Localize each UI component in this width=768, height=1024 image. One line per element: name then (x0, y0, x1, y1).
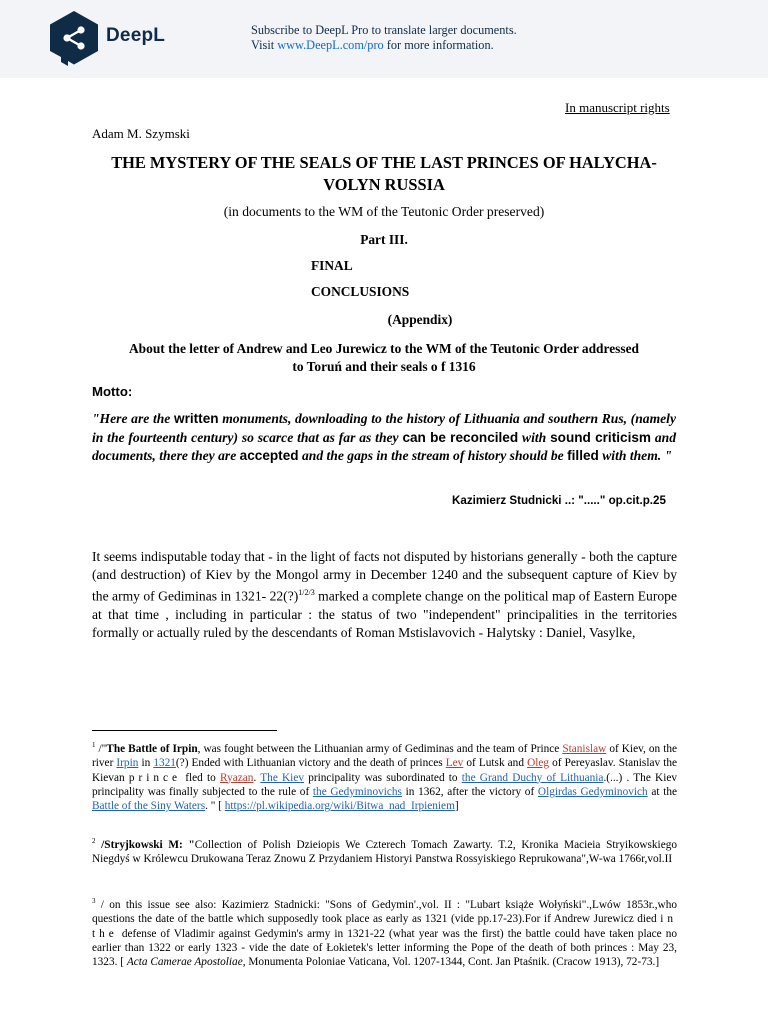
link-wikipedia-url[interactable]: https://pl.wikipedia.org/wiki/Bitwa_nad_Irpieniem (224, 800, 455, 813)
link-grand-duchy[interactable]: the Grand Duchy of Lithuania (461, 771, 604, 784)
body-text-part: It seems indisputable today that - in the light of facts not disputed by historians generally - both the capture (and destruction) of Kiev by the Mongol army in December 1240 and the subsequent capture of Kiev by the army of Gediminas in 1321- 22(?) (92, 549, 677, 604)
link-olgirdas[interactable]: Olgirdas Gedyminovich (537, 785, 648, 798)
quote-attribution: Kazimierz Studnicki ..: "....." op.cit.p.25 (452, 494, 666, 507)
deepl-banner (0, 0, 768, 78)
link-lev[interactable]: Lev (445, 757, 464, 770)
quote-text: with (518, 429, 551, 445)
link-irpin[interactable]: Irpin (116, 757, 139, 770)
body-paragraph (92, 548, 677, 642)
footnote-text: fled to (181, 771, 221, 784)
footnote-divider (92, 730, 277, 731)
link-kiev[interactable]: The Kiev (260, 771, 304, 784)
author-name: Adam M. Szymski (92, 126, 190, 141)
footnote-bold-text: The Battle of Irpin (106, 742, 198, 755)
footnote-text: prince (128, 771, 182, 784)
footnote-number: 1 (92, 741, 96, 749)
footnote-text: (?) Ended with Lithuanian victory and the death of princes (175, 757, 446, 770)
footnote-text: in (138, 757, 154, 770)
footnote-text: / on this issue see also: Kazimierz Stadnicki: "Sons of Gedymin'.,vol. II : "Lubart książe Wołyński".,Lwów 1853r.,who questions the date of the battle which supposedly took place as early as 1321 (vide pp.17-23).For if Andrew Jurewicz died (92, 898, 677, 926)
link-gedyminovichs[interactable]: the Gedyminovichs (312, 785, 402, 798)
footnote-reference[interactable]: 1/2/3 (298, 588, 315, 597)
footnote-2 (92, 834, 677, 867)
promo-visit-text: Visit (251, 38, 278, 52)
quote-text: and documents, there they are (92, 429, 677, 463)
footnote-italic-text: Acta Camerae Apostoliae (126, 956, 243, 969)
footnote-bold-text: /Stryjkowski M: " (95, 838, 195, 851)
link-battle-siny-waters[interactable]: Battle of the Siny Waters (92, 800, 206, 813)
section-heading-line-2: to Toruń and their seals o f 1316 (292, 359, 476, 374)
document-title: THE MYSTERY OF THE SEALS OF THE LAST PRINCES OF HALYCHA-VOLYN RUSSIA (111, 153, 657, 194)
footnote-text: at the (647, 785, 678, 798)
quote-text: with them. " (598, 448, 673, 463)
link-stanislaw[interactable]: Stanislaw (562, 742, 607, 755)
final-heading: FINAL (311, 258, 353, 273)
footnote-1 (92, 738, 677, 814)
footnote-text: defense of Vladimir against Gedymin's army in 1321-22 (what year was the first) the battle could have taken place no earlier than 1322 or early 1323 - vide the date of Łokietek's letter informing the Pope of the death of both princes : May 23, 1323. [ (92, 927, 677, 969)
quote-text: "Here are the (92, 411, 174, 426)
deepl-brand-name[interactable]: DeepL (106, 25, 166, 46)
motto-label: Motto: (92, 384, 133, 399)
footnote-text: Collection of Polish Dzieiopis We Czterech Tomach Zawarty. T.2, Kronika Macieia Stryikowskiego Niegdyś w Królewcu Drukowana Teraz Znowu Z Przydaniem Historyi Panstwa Rossyiskiego Reprukowana",W-wa 1766r,vol.II (92, 838, 678, 866)
conclusions-heading: CONCLUSIONS (311, 284, 410, 299)
deepl-logo-icon[interactable] (48, 10, 100, 66)
footnote-text: of Kiev, on the river (92, 742, 677, 770)
footnote-text: , was fought between the Lithuanian army of Gediminas and the team of Prince (197, 742, 563, 755)
footnote-3 (92, 894, 677, 970)
quote-emphasis: accepted (239, 448, 299, 463)
quote-emphasis: sound criticism (550, 429, 651, 445)
footnote-text: . " [ (205, 800, 225, 813)
quote-emphasis: can be reconciled (402, 429, 519, 445)
footnote-text: in the (92, 913, 677, 940)
footnote-number: 2 (92, 837, 96, 845)
link-1321[interactable]: 1321 (153, 757, 176, 770)
motto-quote (92, 410, 676, 466)
footnote-number: 3 (92, 897, 96, 905)
link-oleg[interactable]: Oleg (527, 757, 550, 770)
footnote-text: , Monumenta Poloniae Vaticana, Vol. 1207-1344, Cont. Jan Ptaśnik. (Cracow 1913), 72-73.] (242, 956, 660, 969)
manuscript-rights-note: In manuscript rights (565, 100, 670, 115)
footnote-text: of Pereyaslav. Stanislav the Kievan (92, 757, 677, 784)
quote-emphasis: filled (567, 448, 599, 463)
section-heading-line-1: About the letter of Andrew and Leo Jurewicz to the WM of the Teutonic Order addressed (129, 341, 639, 356)
footnote-text: .(...) . The Kiev principality was finally subjected to the rule of (92, 771, 677, 798)
promo-tail-text: for more information. (383, 38, 494, 52)
part-heading: Part III. (360, 232, 408, 247)
footnote-text: . (253, 771, 261, 784)
promo-line-2 (251, 38, 517, 53)
appendix-heading: (Appendix) (387, 312, 453, 327)
quote-text: monuments, downloading to the history of Lithuania and southern Rus, (namely in the fourteenth century) so scarce that as far as they (92, 411, 676, 445)
footnote-text: in 1362, after the victory of (401, 785, 538, 798)
quote-text: and the gaps in the stream of history should be (298, 448, 568, 463)
footnote-text: ] (454, 800, 459, 813)
promo-text (251, 23, 517, 53)
promo-line-1: Subscribe to DeepL Pro to translate larger documents. (251, 23, 517, 37)
deepl-pro-link[interactable]: www.DeepL.com/pro (277, 38, 384, 52)
footnote-text: principality was subordinated to (304, 771, 462, 784)
link-ryazan[interactable]: Ryazan (220, 771, 254, 784)
footnote-text: of Lutsk and (463, 757, 528, 770)
document-subtitle: (in documents to the WM of the Teutonic Order preserved) (223, 204, 545, 219)
body-text-part: marked a complete change on the political map of Eastern Europe at that time , including in particular : the status of two "independent" principalities in the territories formally or actually ruled by the descendants of Roman Mstislavovich - Halytsky : Daniel, Vasylke, (92, 588, 677, 640)
footnote-text: /" (95, 742, 107, 755)
section-heading (80, 340, 688, 376)
quote-emphasis: written (174, 411, 219, 426)
